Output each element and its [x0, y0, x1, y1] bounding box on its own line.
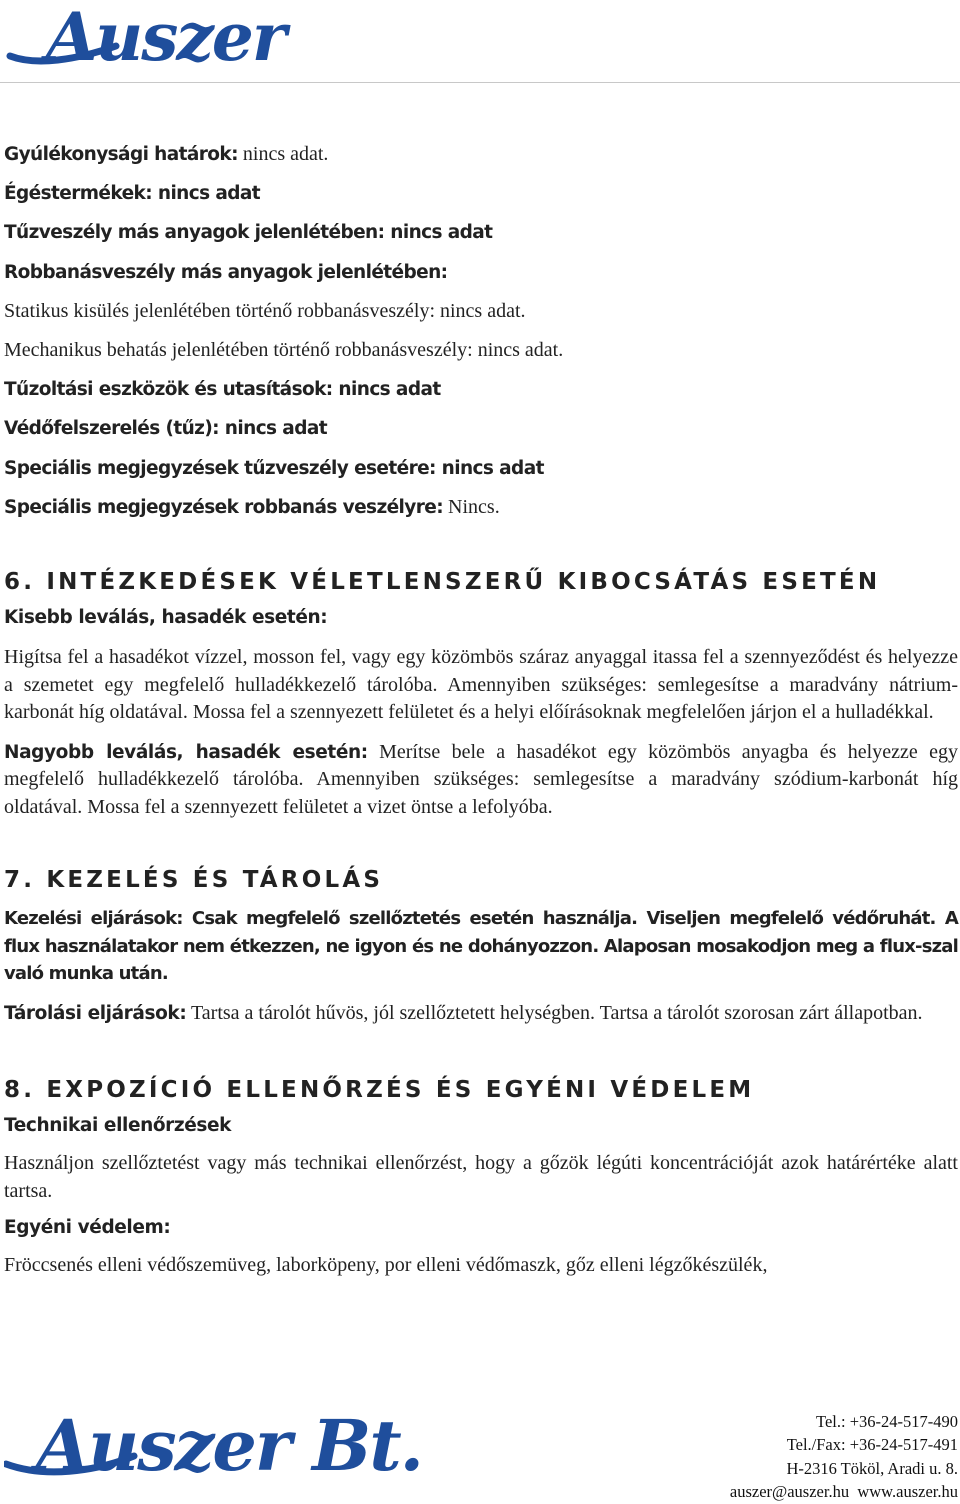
- section-8-personal-protection-text: Fröccsenés elleni védőszemüveg, laborköpeny, por elleni védőmaszk, gőz elleni légzőkészülék,: [4, 1254, 768, 1277]
- text-line-4: Robbanásveszély más anyagok jelenlétében:: [4, 261, 448, 283]
- section-6-subheading-minor: Kisebb leválás, hasadék esetén:: [4, 607, 328, 629]
- section-7-storage-text: Tartsa a tárolót hűvös, jól szellőztetett helységben. Tartsa a tárolót szorosan zárt állapotban.: [186, 1001, 923, 1024]
- text-line-3: Tűzveszély más anyagok jelenlétében: nincs adat: [4, 222, 493, 244]
- section-8-technical-controls-heading: Technikai ellenőrzések: [4, 1115, 232, 1137]
- section-7-storage-label: Tárolási eljárások:: [4, 1002, 187, 1024]
- document-body: [4, 135, 958, 1280]
- footer-address: H-2316 Tököl, Aradi u. 8.: [786, 1458, 958, 1478]
- section-6-paragraph-minor: Higítsa fel a hasadékot vízzel, mosson fel, vagy egy közömbös száraz anyaggal itassa fel a szennyeződést és helyezze a szemetet egy megfelelő hulladékkezelő tárolóba. Amennyiben szükséges: semlegesítse a maradvány nátrium-karbonát híg oldatával. Mossa fel a szennyezett felületet és a helyi előírásoknak megfelelően járjon el a hulladékkal.: [4, 646, 958, 724]
- text-line-1: Gyúlékonysági határok: nincs adat.: [4, 143, 329, 165]
- text-line-9: Speciális megjegyzések tűzveszély esetére: nincs adat: [4, 457, 544, 479]
- section-7-storage-paragraph: [4, 1000, 958, 1028]
- footer-email[interactable]: auszer@auszer.hu: [729, 1482, 850, 1502]
- footer-phone: Tel.: +36-24-517-490: [816, 1412, 958, 1431]
- section-7-handling-paragraph: Kezelési eljárások: Csak megfelelő szellőztetés esetén használja. Viseljen megfelelő védőruhát. A flux használatakor nem étkezzen, ne igyon és ne dohányozzon. Alaposan mosakodjon meg a flux-szal való munka után.: [4, 908, 958, 985]
- section-8-personal-protection-heading: Egyéni védelem:: [4, 1217, 171, 1239]
- text-line-8: Védőfelszerelés (tűz): nincs adat: [4, 418, 327, 440]
- text-line-5: Statikus kisülés jelenlétében történő robbanásveszély: nincs adat.: [4, 299, 526, 322]
- text-line-10: Speciális megjegyzések robbanás veszélyre: Nincs.: [4, 495, 500, 518]
- footer-logo-text: Auszer Bt.: [36, 1404, 423, 1487]
- footer-phone-fax: Tel./Fax: +36-24-517-491: [786, 1435, 958, 1455]
- text-line-7: Tűzoltási eszközök és utasítások: nincs adat: [4, 379, 441, 401]
- section-8-heading: 8. EXPOZÍCIÓ ELLENŐRZÉS ÉS EGYÉNI VÉDELEM: [4, 1077, 755, 1104]
- fire-fighting-lines: [4, 135, 958, 527]
- footer-company-logo: [4, 1402, 474, 1492]
- logo-text: Auszer: [46, 0, 285, 76]
- section-8-technical-controls-text: Használjon szellőztetést vagy más technikai ellenőrzést, hogy a gőzök légúti koncentrációját azok határértéke alatt tartsa.: [4, 1152, 958, 1202]
- header-divider: [0, 82, 960, 83]
- section-6-major-text: Merítse bele a hasadékot egy közömbös anyagba és helyezze egy megfelelő hulladékkezelő tárolóba. Amennyiben szükséges: semlegesítse a maradvány szódium-karbonát híg oldatával. Mossa fel a szennyezett felületet a vizet öntse a lefolyóba.: [4, 740, 958, 818]
- footer-contact-info: [730, 1410, 958, 1504]
- footer-website[interactable]: www.auszer.hu: [857, 1482, 958, 1502]
- company-logo: [6, 0, 316, 80]
- section-6-major-label: Nagyobb leválás, hasadék esetén:: [4, 741, 368, 763]
- footer-email-web: [730, 1480, 958, 1503]
- text-line-2: Égéstermékek: nincs adat: [4, 183, 261, 205]
- text-line-6: Mechanikus behatás jelenlétében történő robbanásveszély: nincs adat.: [4, 339, 564, 362]
- section-6-paragraph-major: [4, 739, 958, 822]
- section-7-heading: 7. KEZELÉS ÉS TÁROLÁS: [4, 867, 384, 894]
- section-6-heading: 6. INTÉZKEDÉSEK VÉLETLENSZERŰ KIBOCSÁTÁS ESETÉN: [4, 569, 881, 596]
